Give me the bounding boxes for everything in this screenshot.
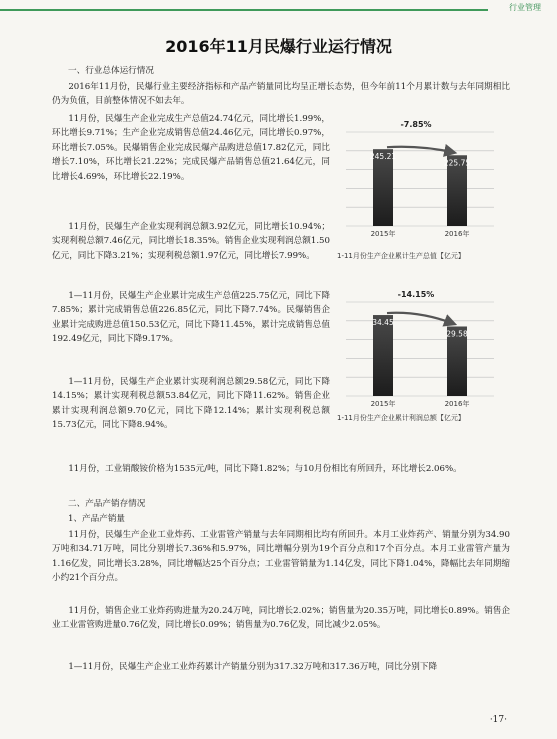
section1-heading: 一、行业总体运行情况 — [68, 66, 154, 76]
chart-profit — [340, 288, 500, 412]
header-rule — [0, 9, 488, 11]
bar-value-label: 34.45 — [372, 318, 394, 328]
section2-paragraph-1: 11月份，民爆生产企业工业炸药、工业雷管产销量与去年同期相比均有所回升。本月工业炸药产、销量分别为34.90万吨和34.71万吨，同比分别增长7.36%和5.97%，同比增幅分别为19个百分点和17个百分点。本月工业雷管产量为1.16亿发，同比增长3.28%，同比增幅达25个百分点；工业雷管销量为1.14亿发，同比下降1.04%，降幅比去年同期缩小约21个百分点。 — [52, 530, 510, 584]
section1-paragraph-3: 11月份，民爆生产企业实现利润总额3.92亿元，同比增长10.94%；实现利税总额7.46亿元，同比增长18.35%。销售企业实现利润总额1.50亿元，同比下降3.21%；实现利税总额1.97亿元，同比增长7.99%。 — [52, 222, 330, 261]
bar-value-label: 225.75 — [443, 158, 471, 168]
change-arrow — [387, 313, 453, 324]
category-label: 2016年 — [444, 230, 470, 238]
article-title: 2016年11月民爆行业运行情况 — [165, 37, 392, 56]
page-number: ·17· — [489, 715, 507, 725]
bar-2015年 — [373, 315, 393, 396]
chart-profit-caption: 1-11月份生产企业累计利润总额【亿元】 — [337, 414, 465, 422]
section-tag: 行业管理 — [509, 3, 541, 12]
section2-subheading: 1、产品产销量 — [68, 514, 126, 524]
section1-paragraph-4: 1—11月份，民爆生产企业累计完成生产总值225.75亿元，同比下降7.85%；累计完成销售总值226.85亿元，同比下降7.74%。民爆销售企业累计完成购进总值150.53亿元，同比下降11.45%，累计完成销售总值192.49亿元，同比下降9.17%。 — [52, 291, 330, 345]
section1-paragraph-5: 1—11月份，民爆生产企业累计实现利润总额29.58亿元，同比下降14.15%；累计实现利税总额53.84亿元，同比下降11.62%。销售企业累计实现利润总额9.70亿元，同比下降12.14%；累计实现利税总额15.73亿元，同比下降8.94%。 — [52, 377, 330, 431]
chart-output-value-svg — [340, 118, 500, 242]
bar-value-label: 245.21 — [369, 152, 397, 162]
chart-output-value — [340, 118, 500, 242]
bar-value-label: 29.58 — [446, 329, 468, 339]
section2-paragraph-3: 1—11月份，民爆生产企业工业炸药累计产销量分别为317.32万吨和317.36万吨，同比分别下降 — [68, 662, 438, 672]
change-annotation: -14.15% — [397, 290, 435, 299]
category-label: 2015年 — [370, 230, 396, 238]
section1-paragraph-2: 11月份，民爆生产企业完成生产总值24.74亿元，同比增长1.99%，环比增长9.71%；生产企业完成销售总值24.46亿元，同比增长0.97%，环比增长7.05%。民爆销售企业完成民爆产品购进总值17.82亿元，同比增长7.10%，环比增长21.22%；完成民爆产品销售总值21.64亿元，同比增长4.69%，环比增长22.19%。 — [52, 114, 330, 182]
section2-heading: 二、产品产销存情况 — [68, 499, 146, 509]
change-annotation: -7.85% — [400, 120, 432, 129]
change-arrow — [387, 147, 453, 153]
chart-profit-svg — [340, 288, 500, 412]
category-label: 2016年 — [444, 400, 470, 408]
section2-paragraph-2: 11月份，销售企业工业炸药购进量为20.24万吨，同比增长2.02%；销售量为20.35万吨，同比增长0.89%。销售企业工业雷管购进量0.76亿发，同比增长0.09%；销售量为0.76亿发，同比减少2.05%。 — [52, 606, 510, 631]
section1-paragraph-1: 2016年11月份，民爆行业主要经济指标和产品产销量同比均呈正增长态势，但今年前11个月累计数与去年同期相比仍为负值，目前整体情况不如去年。 — [52, 82, 510, 107]
section1-paragraph-6: 11月份，工业销酸铵价格为1535元/吨，同比下降1.82%；与10月份相比有所回升，环比增长2.06%。 — [68, 464, 462, 474]
chart-output-value-caption: 1-11月份生产企业累计生产总值【亿元】 — [337, 252, 465, 260]
category-label: 2015年 — [370, 400, 396, 408]
